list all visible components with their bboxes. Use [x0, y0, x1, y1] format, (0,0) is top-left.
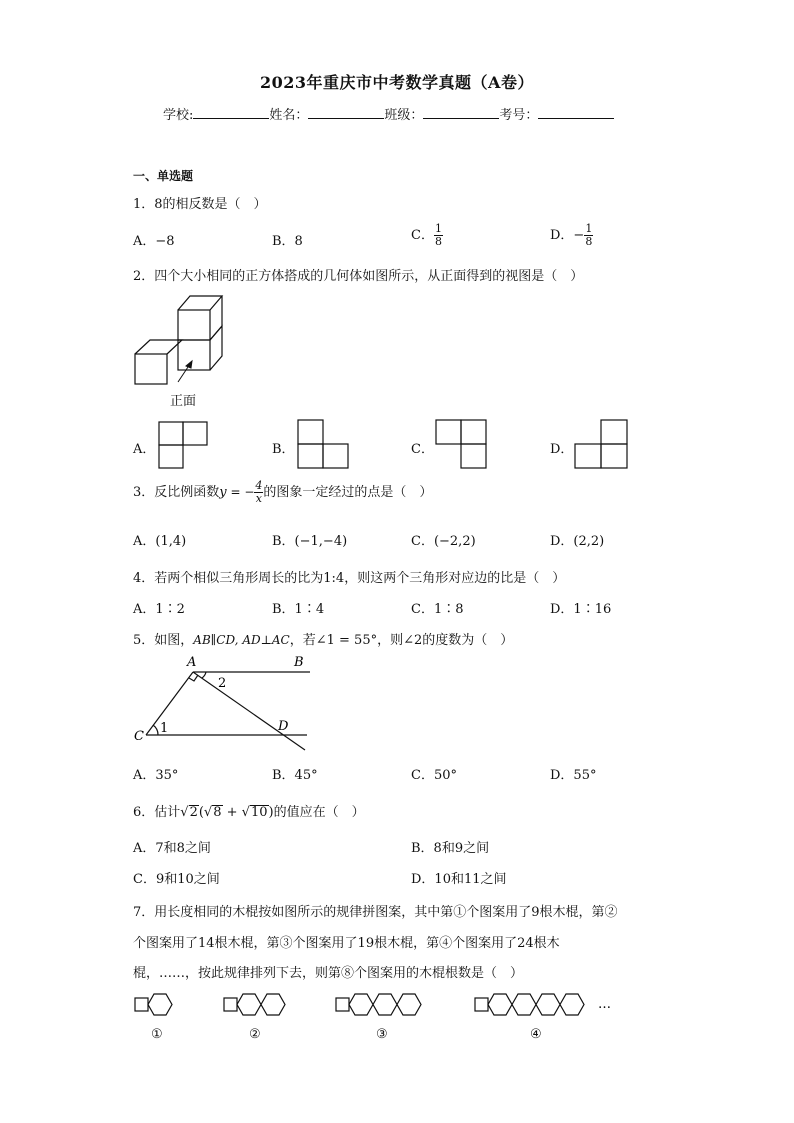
- q2-cube-figure: [130, 300, 230, 390]
- q2-stem: 2．四个大小相同的正方体搭成的几何体如图所示，从正面得到的视图是（ ）: [133, 269, 584, 284]
- fraction-numerator: 1: [434, 222, 442, 235]
- fraction-numerator: 4: [255, 479, 263, 492]
- angle-1-arc: [153, 725, 158, 735]
- q3-func-y: y: [219, 485, 227, 500]
- pattern-4: [475, 994, 584, 1015]
- q6-stem: 6．估计√2(√8 + √10)的值应在（ ）: [133, 805, 365, 820]
- line-ad: [193, 672, 305, 750]
- q7-line-2: 个图案用了14根木棍，第③个图案用了19根木棍，第④个图案用了24根木: [133, 936, 560, 951]
- q5-condition: AB∥CD, AD⊥AC: [193, 633, 290, 647]
- q2-option-b-view: [297, 419, 351, 471]
- q3-option-b[interactable]: B．(−1,−4): [272, 534, 348, 549]
- school-blank[interactable]: [193, 106, 269, 119]
- q1-option-b[interactable]: B．8: [272, 234, 303, 249]
- label-c: C: [134, 729, 144, 744]
- exam-no-blank[interactable]: [538, 106, 614, 119]
- q4-option-b[interactable]: B．1∶4: [272, 602, 325, 617]
- q4-option-d[interactable]: D．1∶16: [550, 602, 612, 617]
- q6-stem-post: 的值应在（ ）: [273, 805, 365, 820]
- pattern-label-4: ④: [530, 1027, 542, 1042]
- pattern-1: [135, 994, 172, 1015]
- q1-option-d[interactable]: [550, 223, 593, 248]
- angle-2-arc: [202, 672, 206, 678]
- pattern-ellipsis: …: [598, 997, 611, 1012]
- name-blank[interactable]: [308, 106, 384, 119]
- q6-sqrt-c: 10: [250, 805, 268, 820]
- q5-geometry-figure: [130, 652, 320, 757]
- q2-option-d[interactable]: D．: [550, 442, 574, 457]
- q1-option-d-fraction: [584, 223, 593, 248]
- q7-line-1: 7．用长度相同的木棍按如图所示的规律拼图案，其中第①个图案用了9根木棍，第②: [133, 905, 618, 920]
- q1-stem: 1．8的相反数是（ ）: [133, 197, 267, 212]
- q2-option-d-view: [574, 419, 630, 471]
- q2-option-a[interactable]: A．: [133, 442, 156, 457]
- q6-sqrt-a: 2: [189, 805, 198, 820]
- q2-option-a-view: [158, 421, 210, 471]
- q5-option-c[interactable]: C．50°: [411, 768, 457, 783]
- q3-stem-pre: 3．反比例函数: [133, 485, 220, 500]
- q6-stem-pre: 6．估计: [133, 805, 181, 820]
- q2-option-c[interactable]: C．: [411, 442, 434, 457]
- q1-option-d-prefix: D．−: [550, 228, 585, 243]
- label-d: D: [278, 719, 289, 734]
- q5-option-d[interactable]: D．55°: [550, 768, 597, 783]
- q3-stem-post: 的图象一定经过的点是（ ）: [263, 485, 433, 500]
- q3-stem: [133, 480, 432, 505]
- q2-option-b[interactable]: B．: [272, 442, 295, 457]
- section-title: 一、单选题: [133, 169, 194, 183]
- pattern-label-1: ①: [151, 1027, 163, 1042]
- pattern-label-3: ③: [376, 1027, 388, 1042]
- q6-sqrt-b: 8: [213, 805, 222, 820]
- q4-option-c[interactable]: C．1∶8: [411, 602, 464, 617]
- pattern-label-2: ②: [249, 1027, 261, 1042]
- q4-option-a[interactable]: A．1∶2: [133, 602, 185, 617]
- label-angle-2: 2: [218, 676, 227, 691]
- q3-option-a[interactable]: A．(1,4): [133, 534, 187, 549]
- name-label: 姓名：: [269, 108, 309, 123]
- class-label: 班级：: [384, 108, 424, 123]
- fraction-numerator: 1: [585, 222, 593, 235]
- q5-option-b[interactable]: B．45°: [272, 768, 318, 783]
- q3-option-d[interactable]: D．(2,2): [550, 534, 605, 549]
- pattern-2: [224, 994, 285, 1015]
- class-blank[interactable]: [423, 106, 499, 119]
- q1-option-c-prefix: C．: [411, 228, 434, 243]
- label-b: B: [294, 655, 304, 670]
- pattern-3: [336, 994, 421, 1015]
- q6-option-c[interactable]: C．9和10之间: [133, 872, 220, 887]
- school-label: 学校:: [163, 108, 194, 123]
- q2-option-c-view: [435, 419, 489, 471]
- fraction-denominator: 8: [434, 235, 442, 248]
- q1-option-c[interactable]: [411, 223, 443, 248]
- q5-option-a[interactable]: A．35°: [133, 768, 179, 783]
- student-info: [163, 104, 614, 123]
- q2-front-label: 正面: [170, 394, 197, 409]
- q5-stem-mid: ，若∠1 = 55°，则∠2的度数为（ ）: [289, 633, 514, 648]
- q3-func-eq: = −: [226, 485, 255, 499]
- label-angle-1: 1: [160, 721, 169, 736]
- fraction-denominator: 8: [585, 235, 593, 248]
- q6-option-d[interactable]: D．10和11之间: [411, 872, 507, 887]
- label-a: A: [187, 655, 197, 670]
- q7-pattern-figure: [130, 990, 630, 1030]
- q1-option-c-fraction: [434, 223, 443, 248]
- fraction-denominator: x: [255, 492, 262, 505]
- q5-stem: [133, 629, 513, 648]
- q3-option-c[interactable]: C．(−2,2): [411, 534, 476, 549]
- page-title: 2023年重庆市中考数学真题（A卷）: [260, 73, 534, 92]
- exam-no-label: 考号：: [499, 108, 539, 123]
- q5-stem-pre: 5．如图，: [133, 633, 194, 648]
- q1-option-a[interactable]: A．−8: [133, 234, 175, 249]
- q7-line-3: 棍，……，按此规律排列下去，则第⑧个图案用的木棍根数是（ ）: [133, 966, 524, 981]
- q6-option-a[interactable]: A．7和8之间: [133, 841, 211, 856]
- q4-stem: 4．若两个相似三角形周长的比为1:4，则这两个三角形对应边的比是（ ）: [133, 571, 566, 586]
- q6-option-b[interactable]: B．8和9之间: [411, 841, 490, 856]
